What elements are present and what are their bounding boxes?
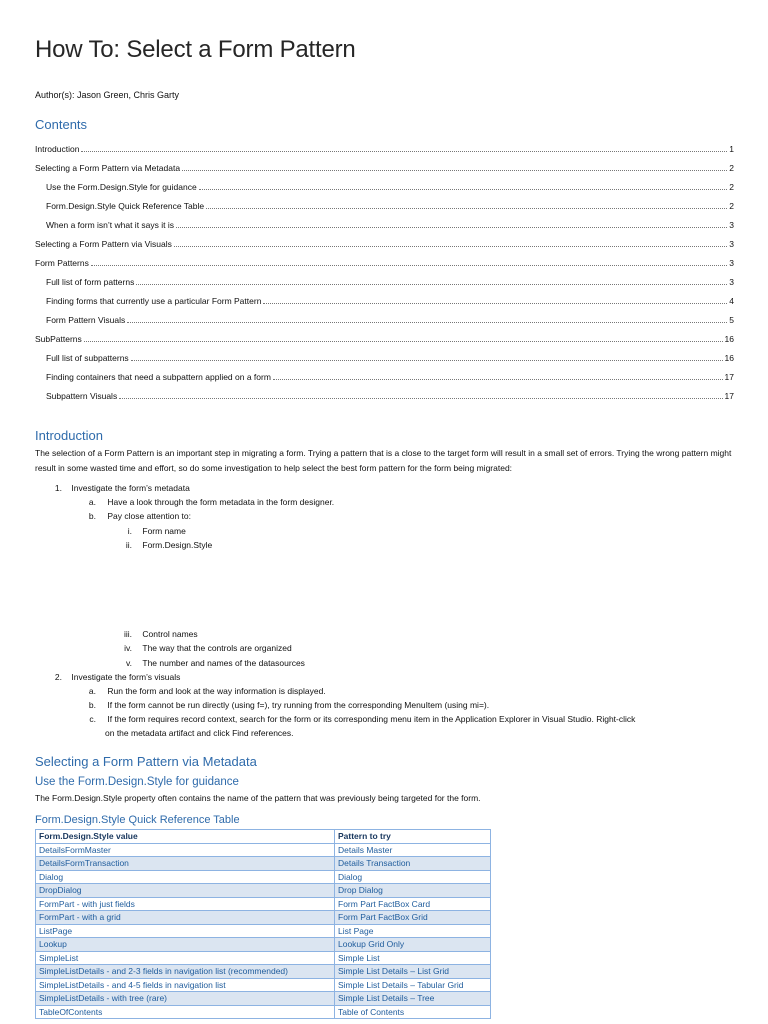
contents-heading: Contents [35, 117, 88, 132]
pattern-cell: List Page [335, 924, 491, 938]
style-value-cell: Dialog [36, 870, 335, 884]
toc-entry-title: Form.Design.Style Quick Reference Table [46, 201, 205, 211]
table-row [36, 992, 491, 1006]
toc-page-number: 3 [729, 277, 734, 287]
toc-entry[interactable] [35, 135, 734, 154]
step-1b-ii: ii. Form.Design.Style [125, 540, 213, 550]
quick-reference-heading: Form.Design.Style Quick Reference Table [35, 814, 240, 826]
toc-entry[interactable] [35, 249, 734, 268]
toc-leader-dots [174, 246, 727, 247]
introduction-heading: Introduction [35, 428, 103, 443]
style-value-cell: Lookup [36, 938, 335, 952]
toc-leader-dots [84, 341, 723, 342]
table-row [36, 924, 491, 938]
pattern-cell: Details Master [335, 843, 491, 857]
toc-entry-title: SubPatterns [35, 334, 82, 344]
table-row [36, 951, 491, 965]
table-row [36, 978, 491, 992]
pattern-cell: Form Part FactBox Card [335, 897, 491, 911]
style-value-cell: DropDialog [36, 884, 335, 898]
toc-entry[interactable] [35, 306, 734, 325]
toc-page-number: 3 [729, 258, 734, 268]
metadata-heading: Selecting a Form Pattern via Metadata [35, 754, 257, 769]
toc-entry[interactable] [35, 325, 734, 344]
toc-entry-title: Selecting a Form Pattern via Metadata [35, 163, 181, 173]
toc-entry-title: Introduction [35, 144, 80, 154]
toc-page-number: 2 [729, 182, 734, 192]
step-2a: a. Run the form and look at the way information is displayed. [88, 686, 326, 696]
step-1a: a. Have a look through the form metadata in the form designer. [88, 497, 335, 507]
table-row [36, 857, 491, 871]
style-value-cell: ListPage [36, 924, 335, 938]
toc-page-number: 2 [729, 163, 734, 173]
table-row [36, 965, 491, 979]
toc-entry[interactable] [35, 211, 734, 230]
toc-entry[interactable] [35, 287, 734, 306]
toc-page-number: 5 [729, 315, 734, 325]
toc-entry[interactable] [35, 268, 734, 287]
table-row [36, 884, 491, 898]
introduction-paragraph: The selection of a Form Pattern is an important step in migrating a form. Trying a pattern that is a close to the target form will result in a small set of errors. Trying the wrong pattern might result in some wasted time and effort, so do some investigation to help select the best form pattern for the form being migrated: [35, 448, 732, 473]
design-style-heading: Use the Form.Design.Style for guidance [35, 776, 239, 788]
toc-entry-title: Subpattern Visuals [46, 391, 118, 401]
toc-entry-title: Form Pattern Visuals [46, 315, 126, 325]
pattern-cell: Details Transaction [335, 857, 491, 871]
toc-entry[interactable] [35, 382, 734, 401]
toc-page-number: 4 [729, 296, 734, 306]
table-row [36, 843, 491, 857]
pattern-cell: Simple List [335, 951, 491, 965]
quick-reference-table [35, 829, 491, 1019]
pattern-cell: Table of Contents [335, 1005, 491, 1019]
column-header: Pattern to try [335, 830, 491, 844]
style-value-cell: SimpleListDetails - and 4-5 fields in navigation list [36, 978, 335, 992]
step-2c-continued: on the metadata artifact and click Find references. [105, 728, 294, 738]
toc-entry-title: Full list of form patterns [46, 277, 135, 287]
style-value-cell: SimpleListDetails - and 2-3 fields in navigation list (recommended) [36, 965, 335, 979]
toc-leader-dots [176, 227, 727, 228]
toc-page-number: 16 [724, 353, 734, 363]
design-style-paragraph: The Form.Design.Style property often contains the name of the pattern that was previously being targeted for the form. [35, 793, 481, 803]
toc-entry-title: Finding forms that currently use a particular Form Pattern [46, 296, 262, 306]
step-1b-v: v. The number and names of the datasources [126, 658, 305, 668]
table-row [36, 938, 491, 952]
toc-leader-dots [127, 322, 727, 323]
toc-leader-dots [136, 284, 727, 285]
column-header: Form.Design.Style value [36, 830, 335, 844]
table-header-row [36, 830, 491, 844]
toc-leader-dots [273, 379, 723, 380]
style-value-cell: SimpleListDetails - with tree (rare) [36, 992, 335, 1006]
toc-page-number: 3 [729, 239, 734, 249]
style-value-cell: FormPart - with just fields [36, 897, 335, 911]
table-row [36, 870, 491, 884]
step-1: 1. Investigate the form’s metadata [54, 483, 190, 493]
toc-leader-dots [199, 189, 728, 190]
toc-page-number: 17 [724, 372, 734, 382]
table-row [36, 897, 491, 911]
toc-entry[interactable] [35, 344, 734, 363]
style-value-cell: DetailsFormMaster [36, 843, 335, 857]
table-row [36, 911, 491, 925]
toc-entry[interactable] [35, 154, 734, 173]
pattern-cell: Simple List Details – List Grid [335, 965, 491, 979]
toc-entry-title: Full list of subpatterns [46, 353, 129, 363]
step-2: 2. Investigate the form’s visuals [54, 672, 181, 682]
toc-entry-title: Form Patterns [35, 258, 89, 268]
pattern-cell: Simple List Details – Tree [335, 992, 491, 1006]
pattern-cell: Drop Dialog [335, 884, 491, 898]
pattern-cell: Dialog [335, 870, 491, 884]
style-value-cell: TableOfContents [36, 1005, 335, 1019]
toc-leader-dots [131, 360, 723, 361]
toc-leader-dots [81, 151, 727, 152]
toc-page-number: 1 [729, 144, 734, 154]
toc-entry[interactable] [35, 173, 734, 192]
toc-page-number: 3 [729, 220, 734, 230]
step-1b-iv: iv. The way that the controls are organized [124, 643, 292, 653]
toc-entry[interactable] [35, 230, 734, 249]
pattern-cell: Lookup Grid Only [335, 938, 491, 952]
table-row [36, 1005, 491, 1019]
toc-leader-dots [263, 303, 727, 304]
toc-entry-title: Use the Form.Design.Style for guidance [46, 182, 197, 192]
document-title: How To: Select a Form Pattern [35, 36, 356, 63]
table-of-contents [35, 135, 734, 401]
toc-entry[interactable] [35, 192, 734, 211]
toc-leader-dots [182, 170, 727, 171]
toc-entry[interactable] [35, 363, 734, 382]
toc-entry-title: When a form isn’t what it says it is [46, 220, 175, 230]
step-2b: b. If the form cannot be run directly (using f=), try running from the corresponding MenuItem (using mi=). [88, 700, 490, 710]
style-value-cell: SimpleList [36, 951, 335, 965]
toc-entry-title: Finding containers that need a subpattern applied on a form [46, 372, 271, 382]
toc-leader-dots [119, 398, 722, 399]
step-1b-iii: iii. Control names [123, 629, 198, 639]
toc-entry-title: Selecting a Form Pattern via Visuals [35, 239, 172, 249]
toc-leader-dots [206, 208, 727, 209]
toc-page-number: 16 [724, 334, 734, 344]
toc-page-number: 17 [724, 391, 734, 401]
style-value-cell: FormPart - with a grid [36, 911, 335, 925]
pattern-cell: Form Part FactBox Grid [335, 911, 491, 925]
toc-page-number: 2 [729, 201, 734, 211]
step-2c: c. If the form requires record context, search for the form or its corresponding menu item in the Application Explorer in Visual Studio. Right-click [89, 714, 636, 724]
authors-line: Author(s): Jason Green, Chris Garty [35, 90, 180, 100]
step-1b: b. Pay close attention to: [88, 511, 192, 521]
step-1b-i: i. Form name [127, 526, 186, 536]
toc-leader-dots [91, 265, 727, 266]
pattern-cell: Simple List Details – Tabular Grid [335, 978, 491, 992]
style-value-cell: DetailsFormTransaction [36, 857, 335, 871]
